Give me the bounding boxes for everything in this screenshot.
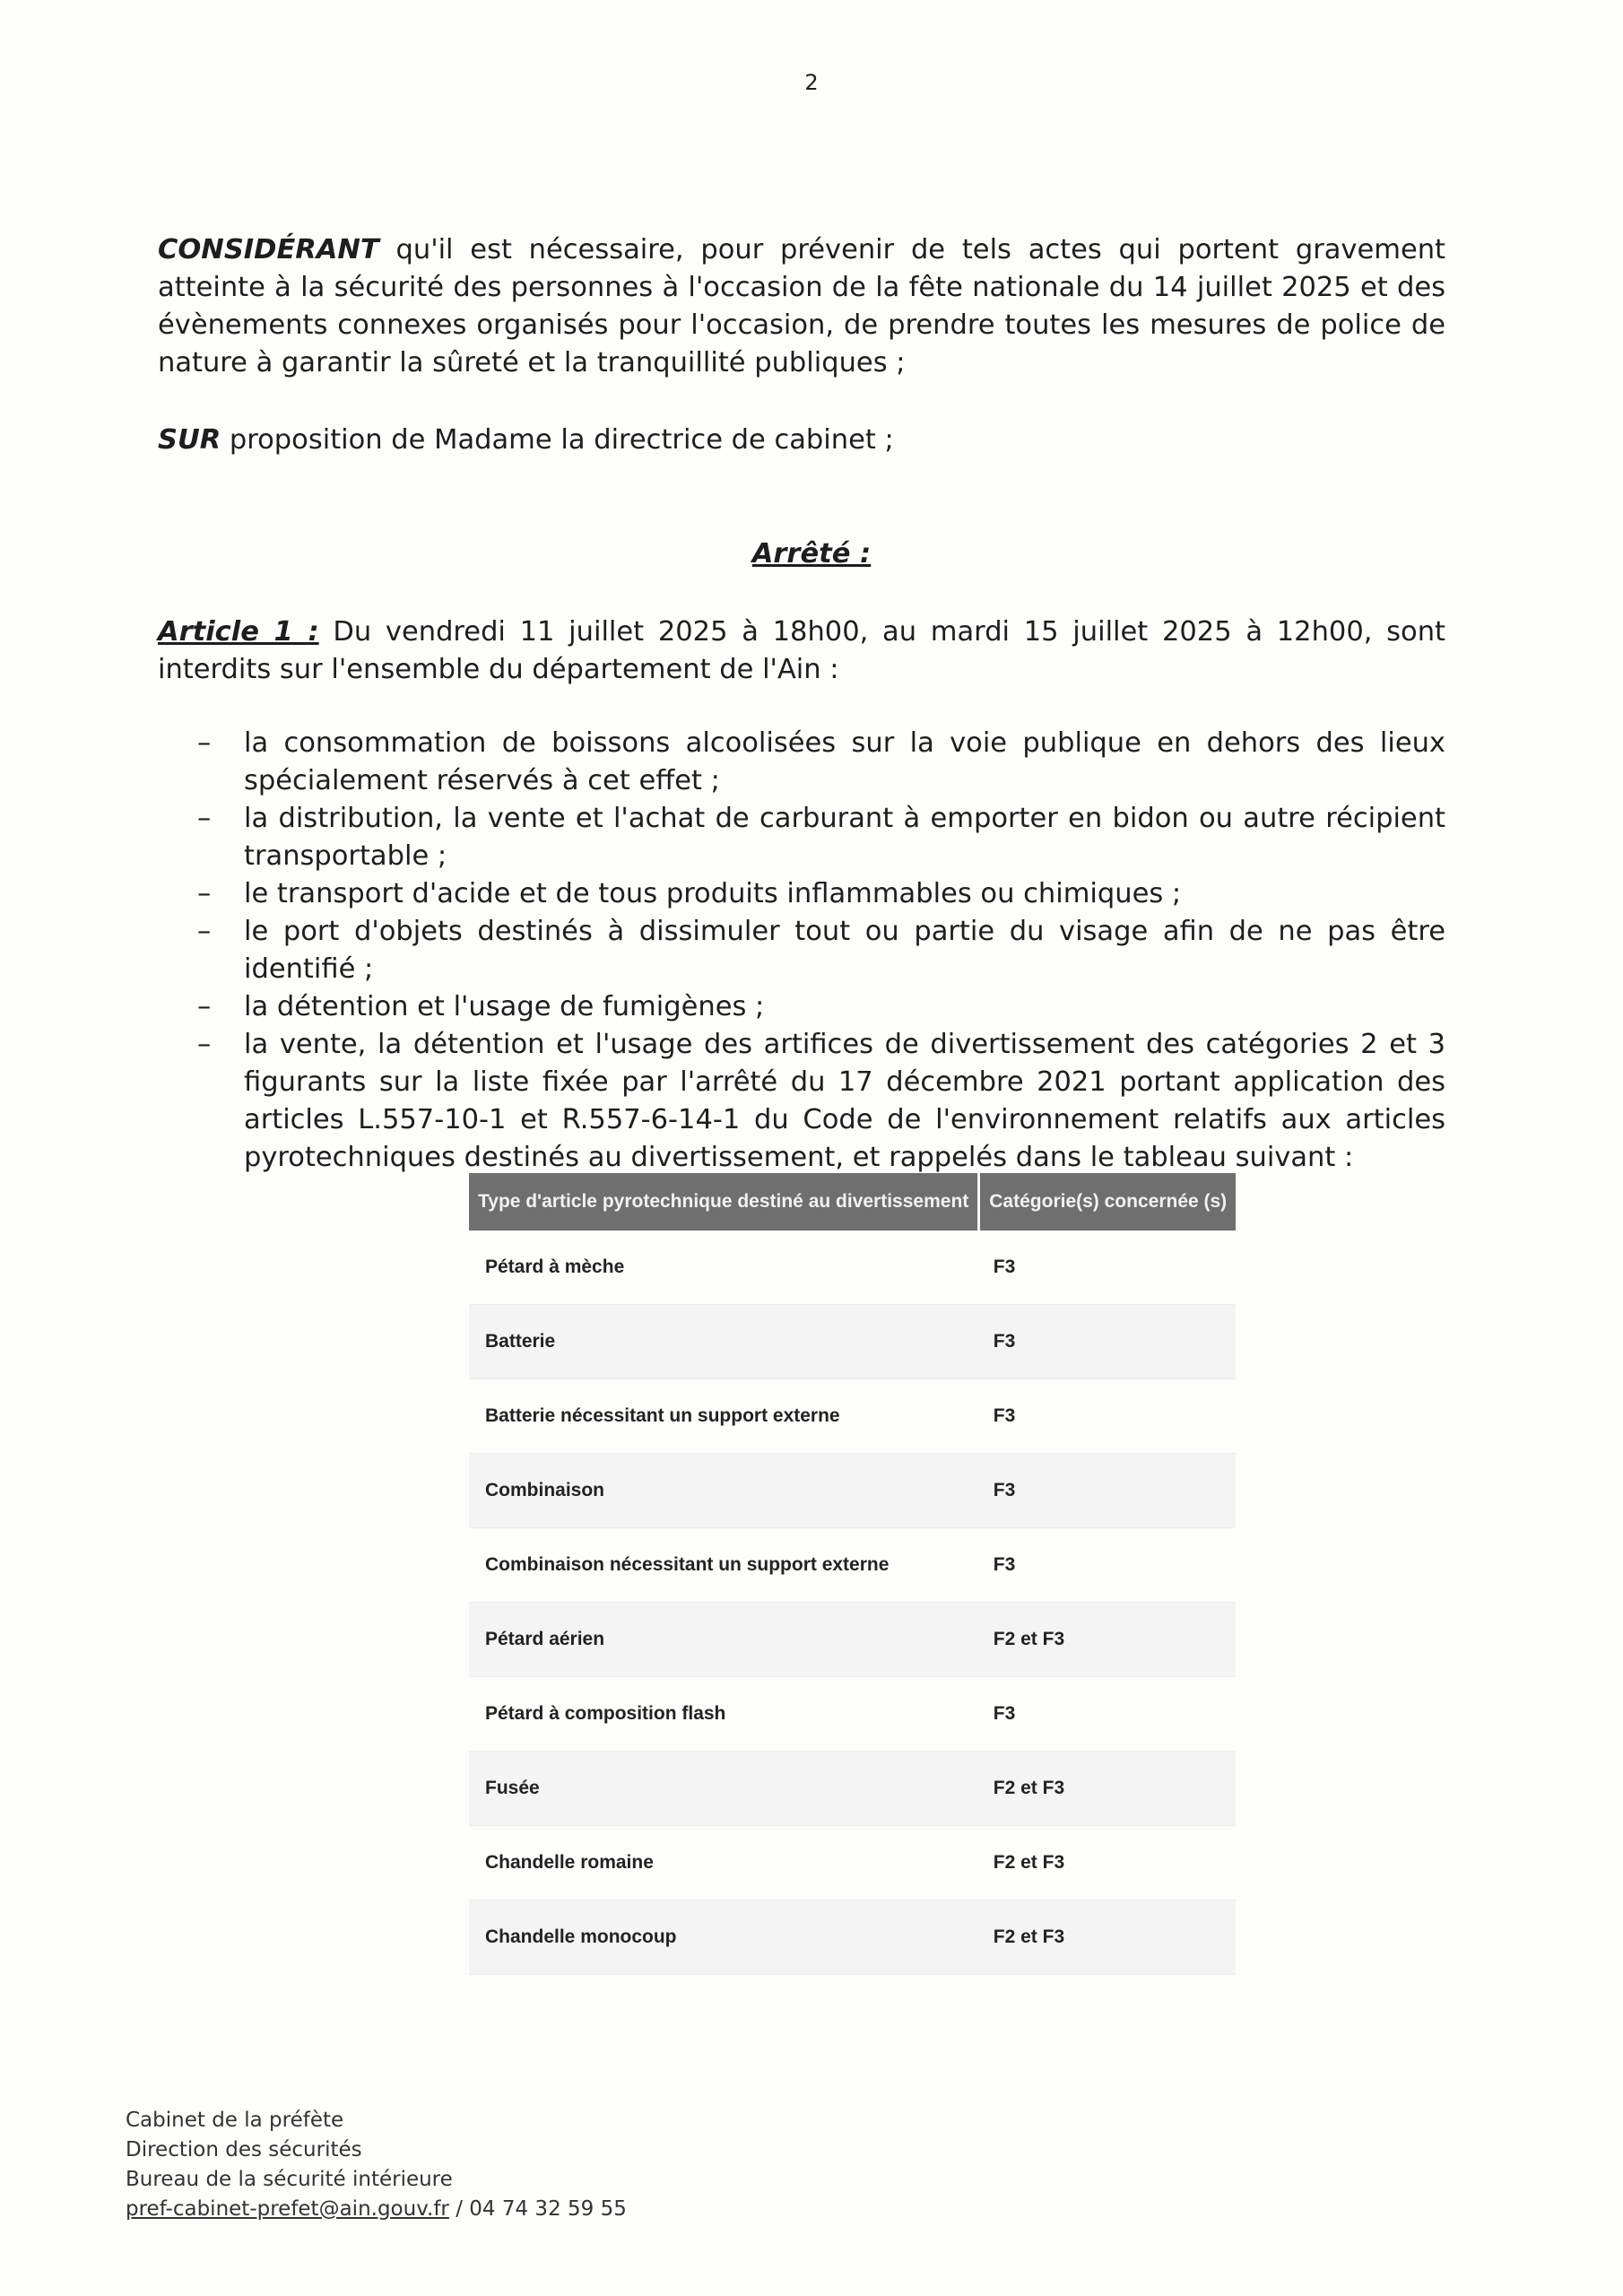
cell-type: Pétard aérien: [469, 1603, 979, 1677]
cell-type: Batterie nécessitant un support externe: [469, 1379, 979, 1454]
footer: [126, 2106, 627, 2224]
pyrotechnics-table: [469, 1173, 1236, 1975]
list-item: – la consommation de boissons alcoolisées sur la voie publique en dehors des lieux spécialement réservés à cet effet ;: [197, 727, 1445, 796]
table-row: [469, 1677, 1236, 1752]
list-item: – le port d'objets destinés à dissimuler tout ou partie du visage afin de ne pas être identifié ;: [197, 916, 1445, 985]
footer-contact: [126, 2195, 627, 2224]
cell-type: Pétard à mèche: [469, 1231, 979, 1305]
list-item-text: la détention et l'usage de fumigènes ;: [244, 991, 765, 1022]
cell-category: F3: [979, 1379, 1236, 1454]
list-item: – la détention et l'usage de fumigènes ;: [197, 991, 765, 1022]
article1-paragraph: [158, 613, 1445, 689]
cell-category: F3: [979, 1454, 1236, 1528]
table-row: [469, 1231, 1236, 1305]
article1-label: Article 1 :: [158, 616, 319, 648]
table-row: [469, 1752, 1236, 1826]
cell-type: Chandelle monocoup: [469, 1900, 979, 1975]
table-row: [469, 1454, 1236, 1528]
prohibitions-list: [158, 725, 1445, 1177]
cell-category: F3: [979, 1231, 1236, 1305]
list-item: – la vente, la détention et l'usage des artifices de divertissement des catégories 2 et 3 figurants sur la liste fixée par l'arrêté du 17 décembre 2021 portant application des articles L.557-10-1 et R.557-6-14-1 du Code de l'environnement relatifs aux articles pyrotechniques destinés au divertissement, et rappelés dans le tableau suivant :: [197, 1029, 1445, 1173]
cell-category: F3: [979, 1528, 1236, 1603]
table-row: [469, 1305, 1236, 1379]
cell-category: F2 et F3: [979, 1826, 1236, 1900]
cell-type: Chandelle romaine: [469, 1826, 979, 1900]
cell-type: Batterie: [469, 1305, 979, 1379]
list-item-text: la consommation de boissons alcoolisées sur la voie publique en dehors des lieux spécialement réservés à cet effet ;: [244, 727, 1445, 796]
table-row: [469, 1900, 1236, 1975]
table-row: [469, 1826, 1236, 1900]
cell-category: F2 et F3: [979, 1900, 1236, 1975]
table-row: [469, 1603, 1236, 1677]
table-row: [469, 1528, 1236, 1603]
list-item: – la distribution, la vente et l'achat de carburant à emporter en bidon ou autre récipient transportable ;: [197, 803, 1445, 872]
list-item-text: la vente, la détention et l'usage des artifices de divertissement des catégories 2 et 3 figurants sur la liste fixée par l'arrêté du 17 décembre 2021 portant application des articles L.557-10-1 et R.557-6-14-1 du Code de l'environnement relatifs aux articles pyrotechniques destinés au divertissement, et rappelés dans le tableau suivant :: [244, 1029, 1445, 1173]
footer-cabinet: Cabinet de la préfète: [126, 2109, 344, 2132]
cell-category: F3: [979, 1305, 1236, 1379]
list-item-text: le port d'objets destinés à dissimuler tout ou partie du visage afin de ne pas être identifié ;: [244, 916, 1445, 985]
cell-category: F2 et F3: [979, 1752, 1236, 1826]
footer-bureau: Bureau de la sécurité intérieure: [126, 2168, 453, 2191]
list-item-text: le transport d'acide et de tous produits inflammables ou chimiques ;: [244, 878, 1182, 909]
arrete-title: Arrêté :: [751, 538, 872, 570]
considerant-paragraph: [158, 231, 1445, 382]
sur-keyword: SUR: [158, 424, 221, 456]
table-header-row: [469, 1173, 1236, 1231]
list-item-text: la distribution, la vente et l'achat de carburant à emporter en bidon ou autre récipient transportable ;: [244, 803, 1445, 872]
cell-type: Combinaison nécessitant un support externe: [469, 1528, 979, 1603]
footer-direction: Direction des sécurités: [126, 2138, 362, 2161]
considerant-keyword: CONSIDÉRANT: [158, 234, 379, 265]
cell-category: F3: [979, 1677, 1236, 1752]
cell-type: Combinaison: [469, 1454, 979, 1528]
cell-type: Fusée: [469, 1752, 979, 1826]
footer-phone: / 04 74 32 59 55: [448, 2197, 627, 2221]
sur-text: proposition de Madame la directrice de cabinet ;: [221, 424, 894, 456]
cell-category: F2 et F3: [979, 1603, 1236, 1677]
sur-paragraph: [158, 422, 1445, 459]
considerant-text: qu'il est nécessaire, pour prévenir de tels actes qui portent gravement atteinte à la sécurité des personnes à l'occasion de la fête nationale du 14 juillet 2025 et des évènements connexes organisés pour l'occasion, de prendre toutes les mesures de police de nature à garantir la sûreté et la tranquillité publiques ;: [158, 234, 1445, 378]
list-item: – le transport d'acide et de tous produits inflammables ou chimiques ;: [197, 878, 1182, 909]
article1-text: Du vendredi 11 juillet 2025 à 18h00, au mardi 15 juillet 2025 à 12h00, sont interdits sur l'ensemble du département de l'Ain :: [158, 616, 1445, 685]
header-type: Type d'article pyrotechnique destiné au divertissement: [469, 1173, 979, 1231]
header-category: Catégorie(s) concernée (s): [979, 1173, 1236, 1231]
footer-email-link[interactable]: pref-cabinet-prefet@ain.gouv.fr: [126, 2197, 449, 2221]
table-row: [469, 1379, 1236, 1454]
page-number: 2: [804, 70, 819, 95]
cell-type: Pétard à composition flash: [469, 1677, 979, 1752]
